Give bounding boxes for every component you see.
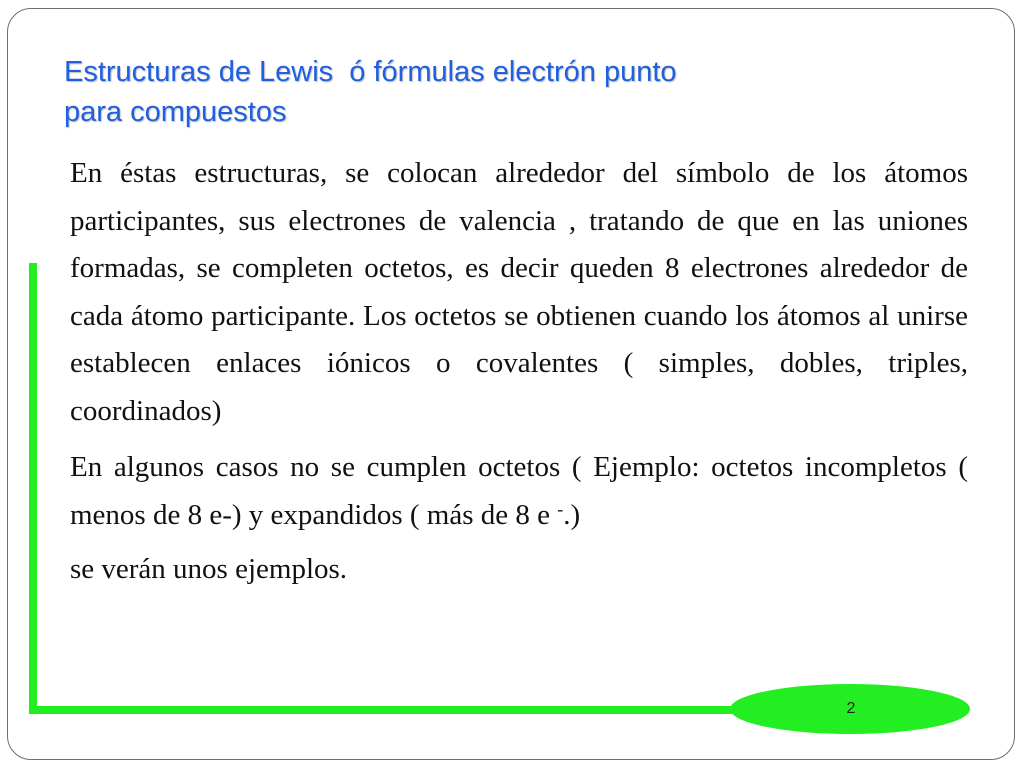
page-number-badge bbox=[730, 684, 970, 734]
green-accent-vertical-bar bbox=[29, 263, 37, 714]
page-number: 2 bbox=[846, 700, 856, 717]
body-paragraph-2-text: En algunos casos no se cumplen octetos ( Ejemplo: octetos incompletos ( menos de 8 e-) y expandidos ( más de 8 e bbox=[70, 451, 968, 531]
electron-charge-superscript: - bbox=[557, 498, 564, 519]
body-paragraph-2-end: .) bbox=[563, 498, 581, 531]
body-paragraph-3: se verán unos ejemplos. bbox=[70, 553, 348, 585]
slide-title: Estructuras de Lewis ó fórmulas electrón punto para compuestos bbox=[64, 56, 677, 128]
green-accent-horizontal-bar bbox=[29, 706, 769, 714]
body-paragraph-1: En éstas estructuras, se colocan alrededor del símbolo de los átomos participantes, sus electrones de valencia , tratando de que en las uniones formadas, se completen octetos, es decir queden 8 electrones alrededor de cada átomo participante. Los octetos se obtienen cuando los átomos al unirse establecen enlaces iónicos o covalentes ( simples, dobles, triples, coordinados) bbox=[70, 157, 968, 427]
slide-body bbox=[70, 150, 968, 592]
body-paragraph-2 bbox=[70, 444, 968, 539]
